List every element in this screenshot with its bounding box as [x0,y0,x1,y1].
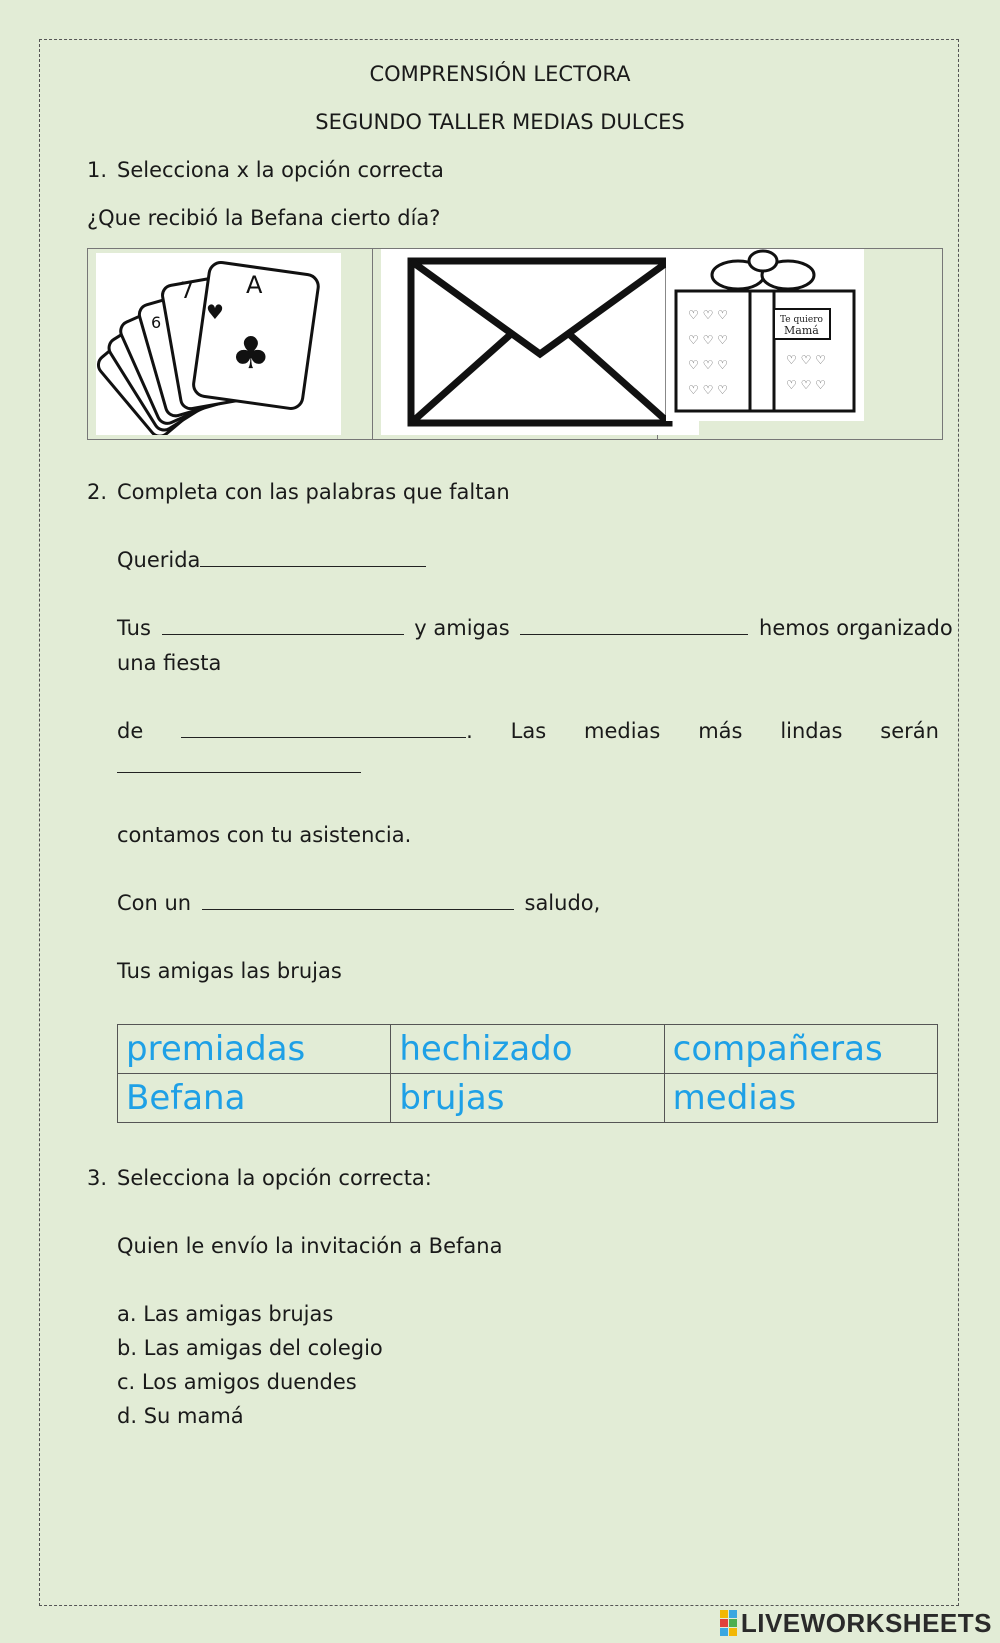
blank-4[interactable] [181,719,466,738]
word-bank-row [118,1025,938,1074]
word-option[interactable]: compañeras [664,1025,937,1074]
svg-text:♥: ♥ [206,300,224,324]
page-subtitle: SEGUNDO TALLER MEDIAS DULCES [315,110,685,134]
q1-instruction: Selecciona x la opción correcta [117,158,444,182]
letter-line-2: Tus y amigas hemos organizado [117,616,953,640]
envelope-icon [381,249,699,435]
blank-2[interactable] [162,616,404,635]
blank-5[interactable] [117,754,361,773]
logo-text: LIVEWORKSHEETS [740,1607,992,1638]
word-option[interactable]: brujas [391,1074,664,1123]
q3-question: Quien le envío la invitación a Befana [117,1234,503,1258]
q3-instruction: Selecciona la opción correcta: [117,1166,432,1190]
playing-cards-icon [96,253,341,435]
svg-text:♡ ♡ ♡: ♡ ♡ ♡ [786,353,826,367]
q2-number: 2. [87,480,108,504]
liveworksheets-logo [720,1607,992,1639]
svg-text:♡ ♡ ♡: ♡ ♡ ♡ [786,378,826,392]
letter-line-6: Tus amigas las brujas [117,959,342,983]
svg-text:7: 7 [180,279,194,304]
q1-question: ¿Que recibió la Befana cierto día? [87,206,441,230]
blank-6[interactable] [202,891,514,910]
page-title: COMPRENSIÓN LECTORA [369,62,631,86]
word-option[interactable]: hechizado [391,1025,664,1074]
svg-text:♡ ♡ ♡: ♡ ♡ ♡ [688,333,728,347]
q2-instruction: Completa con las palabras que faltan [117,480,510,504]
word-bank-row [118,1074,938,1123]
letter-line-3-cont [117,754,361,778]
q3-option-d[interactable]: d. Su mamá [117,1404,244,1428]
svg-text:A: A [246,271,263,299]
option-gift-box[interactable] [658,249,942,439]
gift-box-icon [666,249,864,421]
letter-line-5: Con un saludo, [117,891,601,915]
svg-text:♡ ♡ ♡: ♡ ♡ ♡ [688,308,728,322]
q3-option-a[interactable]: a. Las amigas brujas [117,1302,334,1326]
letter-line-4: contamos con tu asistencia. [117,823,412,847]
svg-text:♡ ♡ ♡: ♡ ♡ ♡ [688,358,728,372]
svg-text:Mamá: Mamá [784,324,819,337]
q1-number: 1. [87,158,108,182]
letter-line-3: de . Las medias más lindas serán [117,719,939,743]
svg-text:♣: ♣ [231,328,271,379]
logo-mark-icon [720,1610,737,1636]
word-option[interactable]: medias [664,1074,937,1123]
letter-line-1: Querida [117,548,426,572]
q3-option-c[interactable]: c. Los amigos duendes [117,1370,357,1394]
word-bank [117,1024,938,1123]
svg-text:6: 6 [151,313,162,332]
word-option[interactable]: premiadas [118,1025,391,1074]
option-envelope[interactable] [373,249,658,439]
svg-text:Te quiero: Te quiero [780,315,823,325]
word-option[interactable]: Befana [118,1074,391,1123]
blank-1[interactable] [200,548,426,567]
option-playing-cards[interactable] [88,249,373,439]
blank-3[interactable] [520,616,748,635]
q3-option-b[interactable]: b. Las amigas del colegio [117,1336,383,1360]
letter-line-2-cont: una fiesta [117,651,222,675]
svg-text:♡ ♡ ♡: ♡ ♡ ♡ [688,383,728,397]
q3-number: 3. [87,1166,108,1190]
q1-image-options [87,248,943,440]
